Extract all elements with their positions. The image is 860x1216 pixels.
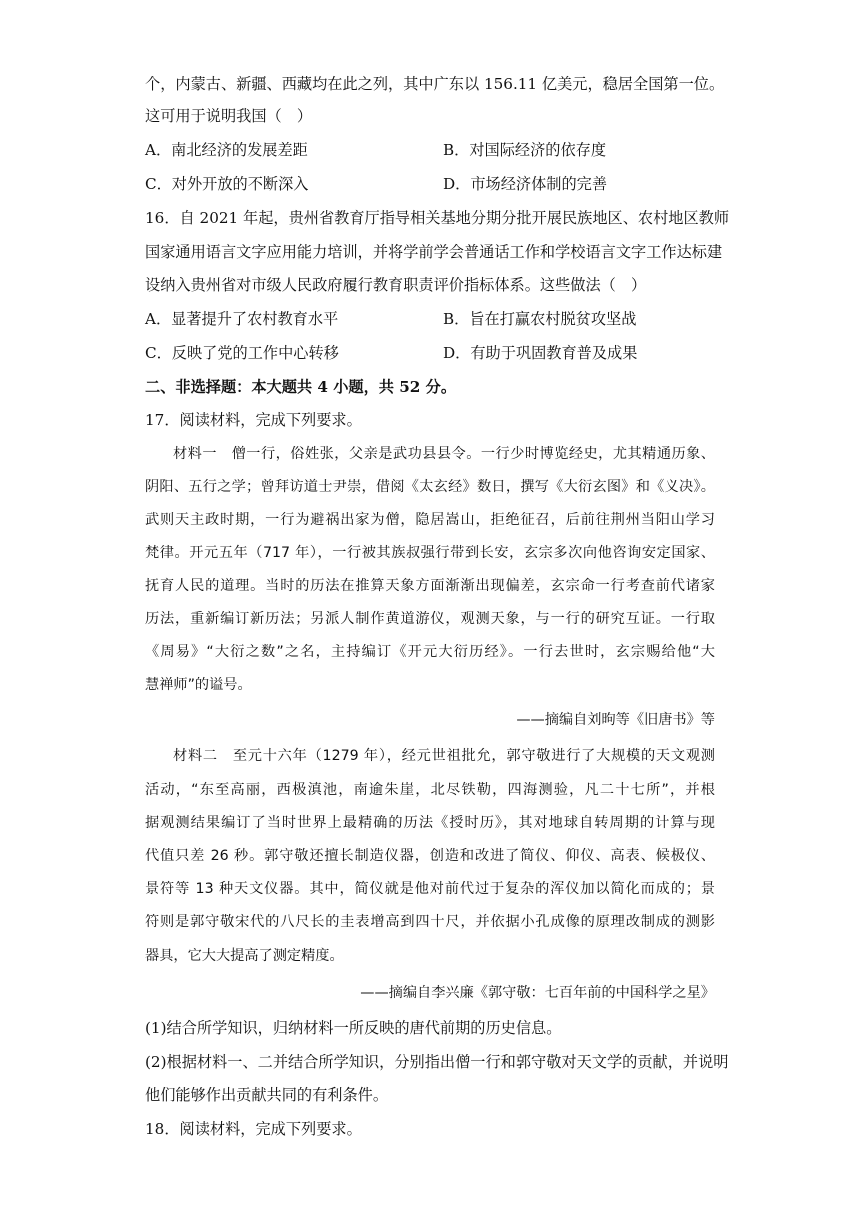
q16-stem-line-1: 16．自 2021 年起，贵州省教育厅指导相关基地分期分批开展民族地区、农村地区教师 bbox=[145, 209, 730, 227]
q17-title: 17．阅读材料，完成下列要求。 bbox=[145, 411, 362, 429]
q17-material1-line: 材料一 僧一行，俗姓张，父亲是武功县县令。一行少时博览经史，尤其精通历象、 bbox=[173, 446, 715, 462]
q17-material2-line: 活动，“东至高丽，西极滇池，南逾朱崖，北尽铁勒，四海测验，凡二十七所”，并根 bbox=[145, 782, 715, 798]
q16-stem-line-2: 国家通用语言文字应用能力培训，并将学前学会普通话工作和学校语言文字工作达标建 bbox=[145, 243, 723, 261]
q17-material2-line: 代值只差 26 秒。郭守敬还擅长制造仪器，创造和改进了简仪、仰仪、高表、候极仪、 bbox=[145, 848, 715, 864]
q17-sub-question-1: (1)结合所学知识，归纳材料一所反映的唐代前期的历史信息。 bbox=[145, 1019, 562, 1037]
q17-source2: ——摘编自李兴廉《郭守敬：七百年前的中国科学之星》 bbox=[360, 985, 715, 1001]
q16-option-c: C．反映了党的工作中心转移 bbox=[145, 344, 339, 362]
q17-material2-line: 器具，它大大提高了测定精度。 bbox=[145, 948, 344, 964]
q17-material1-line: 武则天主政时期，一行为避祸出家为僧，隐居嵩山，拒绝征召，后前往荆州当阳山学习 bbox=[145, 512, 715, 528]
q17-material1-line: 梵律。开元五年（717 年），一行被其族叔强行带到长安，玄宗多次向他咨询安定国家、 bbox=[145, 545, 715, 561]
q16-stem-line-3: 设纳入贵州省对市级人民政府履行教育职责评价指标体系。这些做法（ ） bbox=[145, 276, 647, 294]
q15-option-a: A．南北经济的发展差距 bbox=[145, 141, 308, 159]
section-heading: 二、非选择题：本大题共 4 小题，共 52 分。 bbox=[145, 378, 457, 396]
q17-sub-question-2-line-2: 他们能够作出贡献共同的有利条件。 bbox=[145, 1086, 388, 1104]
q17-material2-line: 材料二 至元十六年（1279 年），经元世祖批允，郭守敬进行了大规模的天文观测 bbox=[173, 748, 715, 764]
q17-source1: ——摘编自刘昫等《旧唐书》等 bbox=[516, 712, 715, 728]
q17-material1-line: 《周易》“大衍之数”之名，主持编订《开元大衍历经》。一行去世时，玄宗赐给他“大 bbox=[145, 644, 715, 660]
q17-sub-question-2-line-1: (2)根据材料一、二并结合所学知识，分别指出僧一行和郭守敬对天文学的贡献，并说明 bbox=[145, 1053, 729, 1071]
q16-option-d: D．有助于巩固教育普及成果 bbox=[443, 344, 638, 362]
q17-material2-line: 符则是郭守敬宋代的八尺长的圭表增高到四十尺，并依据小孔成像的原理改制成的测影 bbox=[145, 914, 715, 930]
q15-option-b: B．对国际经济的依存度 bbox=[443, 141, 607, 159]
q15-stem-line: 个，内蒙古、新疆、西藏均在此之列，其中广东以 156.11 亿美元，稳居全国第一位。 bbox=[145, 75, 725, 93]
q16-option-b: B．旨在打赢农村脱贫攻坚战 bbox=[443, 310, 637, 328]
q17-material1-line: 阴阳、五行之学；曾拜访道士尹崇，借阅《太玄经》数日，撰写《大衍玄图》和《义决》。 bbox=[145, 479, 715, 495]
q17-material1-line: 抚育人民的道理。当时的历法在推算天象方面渐渐出现偏差，玄宗命一行考查前代诸家 bbox=[145, 578, 715, 594]
q17-material1-line: 慧禅师”的谥号。 bbox=[145, 677, 252, 693]
q17-material2-line: 景符等 13 种天文仪器。其中，简仪就是他对前代过于复杂的浑仪加以简化而成的；景 bbox=[145, 881, 715, 897]
q15-option-c: C．对外开放的不断深入 bbox=[145, 175, 309, 193]
q16-option-a: A．显著提升了农村教育水平 bbox=[145, 310, 339, 328]
q17-material1-line: 历法，重新编订新历法；另派人制作黄道游仪，观测天象，与一行的研究互证。一行取 bbox=[145, 611, 715, 627]
q18-title: 18．阅读材料，完成下列要求。 bbox=[145, 1120, 362, 1138]
q15-stem-end: 这可用于说明我国（ ） bbox=[145, 107, 313, 125]
q15-option-d: D．市场经济体制的完善 bbox=[443, 175, 608, 193]
q17-material2-line: 据观测结果编订了当时世界上最精确的历法《授时历》，其对地球自转周期的计算与现 bbox=[145, 815, 715, 831]
